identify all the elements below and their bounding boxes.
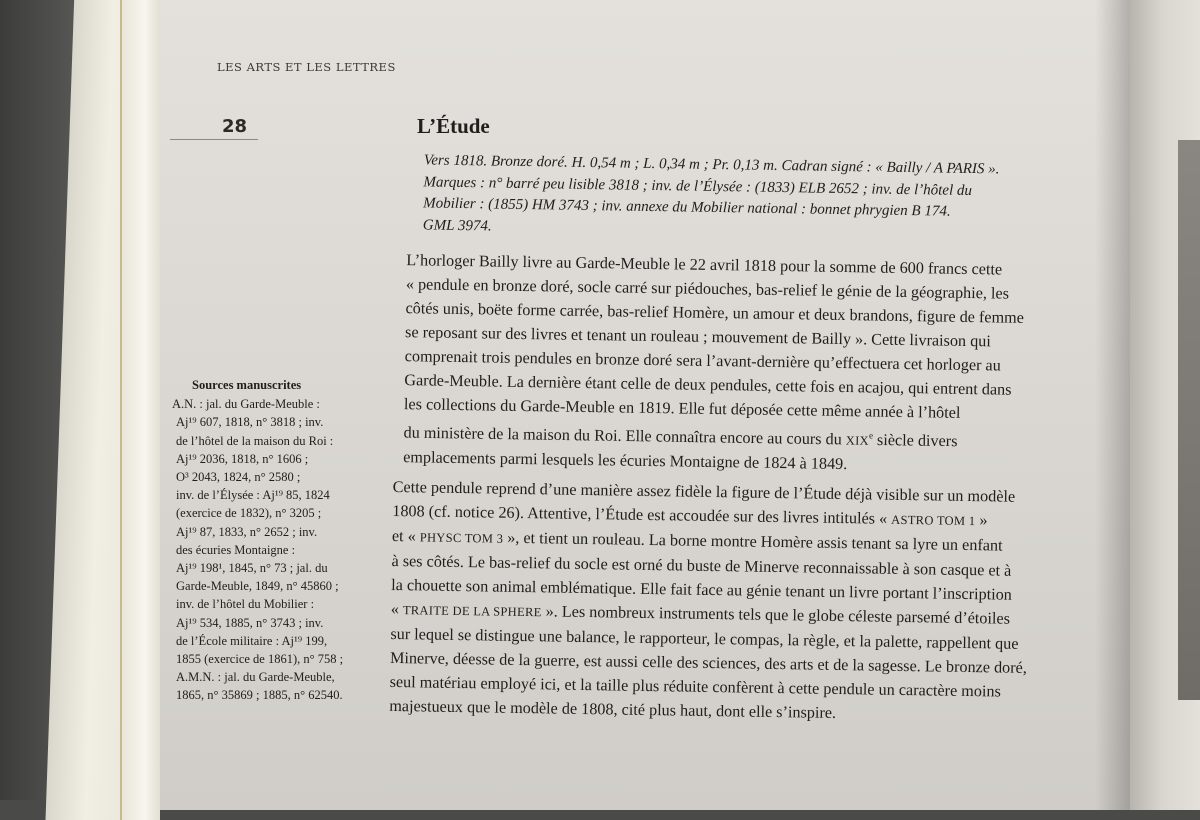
sources-sidebar: [168, 376, 383, 705]
paragraph-line: majestueux que le modèle de 1808, cité plus haut, dont elle s’inspire.: [389, 697, 837, 723]
paragraph-line-text: du ministère de la maison du Roi. Elle connaîtra encore au cours du: [403, 423, 842, 449]
text-run: ». Les nombreux instruments tels que le globe céleste parsemé d’étoiles: [541, 602, 1011, 629]
source-line: inv. de l’hôtel du Mobilier :: [176, 597, 315, 612]
paragraph-line: Cette pendule reprend d’une manière assez fidèle la figure de l’Étude déjà visible sur un modèle: [392, 478, 1016, 507]
paragraph-line: les collections du Garde-Meuble en 1819. Elle fut déposée cette même année à l’hôtel: [403, 395, 961, 422]
source-line: des écuries Montaigne :: [176, 542, 296, 557]
source-line: (exercice de 1832), n° 3205 ;: [176, 506, 322, 521]
text-run: 1808 (cf. notice 26). Attentive, l’Étude est accoudée sur des livres intitulés «: [392, 502, 892, 529]
description-line: Marques : n° barré peu lisible 3818 ; inv. de l’Élysée : (1833) ELB 2652 ; inv. de l’hôtel du: [423, 173, 973, 199]
paragraph-line: la chouette son animal emblématique. Elle fait face au génie tenant un livre portant l’inscription: [391, 576, 1012, 605]
paragraph-line: Minerve, déesse de la guerre, est aussi celle des sciences, des arts et de la sagesse. Le bronze doré,: [389, 649, 1027, 678]
page-title: L’Étude: [417, 114, 490, 138]
paragraph-line: emplacements parmi lesquels les écuries Montaigne de 1824 à 1849.: [403, 448, 848, 474]
source-line: Garde-Meuble, 1849, n° 45860 ;: [176, 579, 339, 594]
century-small-caps: XIX: [845, 433, 870, 448]
source-line: inv. de l’Élysée : Aj¹⁹ 85, 1824: [176, 488, 330, 503]
paragraph-line: Garde-Meuble. La dernière étant celle de deux pendules, cette fois en acajou, qui entrent dans: [404, 371, 1012, 399]
text-run: «: [390, 600, 404, 619]
source-line: O³ 2043, 1824, n° 2580 ;: [176, 470, 301, 485]
running-head: LES ARTS ET LES LETTRES: [217, 60, 396, 74]
book-fore-edge: [120, 0, 160, 820]
paragraph-line: comprenait trois pendules en bronze doré sera l’avant-dernière qu’effectuera cet horloger au: [404, 347, 1001, 375]
description-line: Vers 1818. Bronze doré. H. 0,54 m ; L. 0,34 m ; Pr. 0,13 m. Cadran signé : « Bailly / A PARIS ».: [423, 152, 1000, 178]
source-line: 1855 (exercice de 1861), n° 758 ;: [176, 652, 344, 667]
paragraph-2: [389, 475, 1093, 729]
paragraph-line: à ses côtés. Le bas-relief du socle est orné du buste de Minerve reconnaissable à son casque et à: [391, 552, 1012, 581]
paragraph-line: « pendule en bronze doré, socle carré sur piédouches, bas-relief le génie de la géographie, les: [405, 275, 1010, 303]
object-description: [397, 150, 1098, 247]
source-line: A.N. : jal. du Garde-Meuble :: [172, 397, 320, 412]
source-line: A.M.N. : jal. du Garde-Meuble,: [176, 670, 335, 685]
source-line: Aj¹⁹ 534, 1885, n° 3743 ; inv.: [176, 615, 324, 630]
paragraph-line-tail: siècle divers: [872, 430, 958, 451]
facing-page-illustration: [1178, 140, 1200, 700]
inscription-small-caps: TRAITE DE LA SPHERE: [402, 603, 542, 620]
century-superscript: e: [868, 430, 874, 441]
description-line: Mobilier : (1855) HM 3743 ; inv. annexe du Mobilier national : bonnet phrygien B 174.: [423, 195, 951, 220]
source-line: Aj¹⁹ 607, 1818, n° 3818 ; inv.: [176, 415, 324, 430]
paragraph-line: se reposant sur des livres et tenant un rouleau ; mouvement de Bailly ». Cette livraison qui: [404, 323, 991, 351]
number-rule: [170, 139, 258, 140]
paragraph-line: L’horloger Bailly livre au Garde-Meuble le 22 avril 1818 pour la somme de 600 francs cette: [406, 251, 1003, 279]
text-run: et «: [391, 527, 420, 546]
inscription-small-caps: PHYSC TOM 3: [419, 530, 504, 547]
text-run: », et tient un rouleau. La borne montre Homère assis tenant sa lyre un enfant: [503, 529, 1003, 555]
source-line: de l’École militaire : Aj¹⁹ 199,: [176, 633, 328, 648]
source-line: Aj¹⁹ 87, 1833, n° 2652 ; inv.: [176, 524, 318, 539]
source-line: de l’hôtel de la maison du Roi :: [176, 433, 334, 448]
source-line: 1865, n° 35869 ; 1885, n° 62540.: [176, 688, 343, 703]
gutter-shadow: [1095, 0, 1135, 810]
main-text-column: [389, 150, 1098, 729]
sources-heading: Sources manuscrites: [192, 378, 302, 392]
paragraph-line: sur lequel se distingue une balance, le rapporteur, le compas, la règle, et la palette, rappellent que: [390, 625, 1019, 654]
paragraph-line: seul matériau employé ici, et la taille plus réduite confèrent à cette pendule un caractère moins: [389, 673, 1001, 701]
text-run: »: [975, 511, 988, 530]
paragraph-line: côtés unis, boëte forme carrée, bas-relief Homère, un amour et deux brandons, figure de femme: [405, 299, 1025, 327]
source-line: Aj¹⁹ 198¹, 1845, n° 73 ; jal. du: [176, 561, 328, 576]
paragraph-1: [393, 248, 1096, 480]
inscription-small-caps: ASTRO TOM 1: [891, 513, 976, 529]
source-line: Aj¹⁹ 2036, 1818, n° 1606 ;: [176, 451, 309, 466]
notice-number: 28: [222, 116, 248, 137]
description-line: GML 3974.: [422, 216, 492, 234]
